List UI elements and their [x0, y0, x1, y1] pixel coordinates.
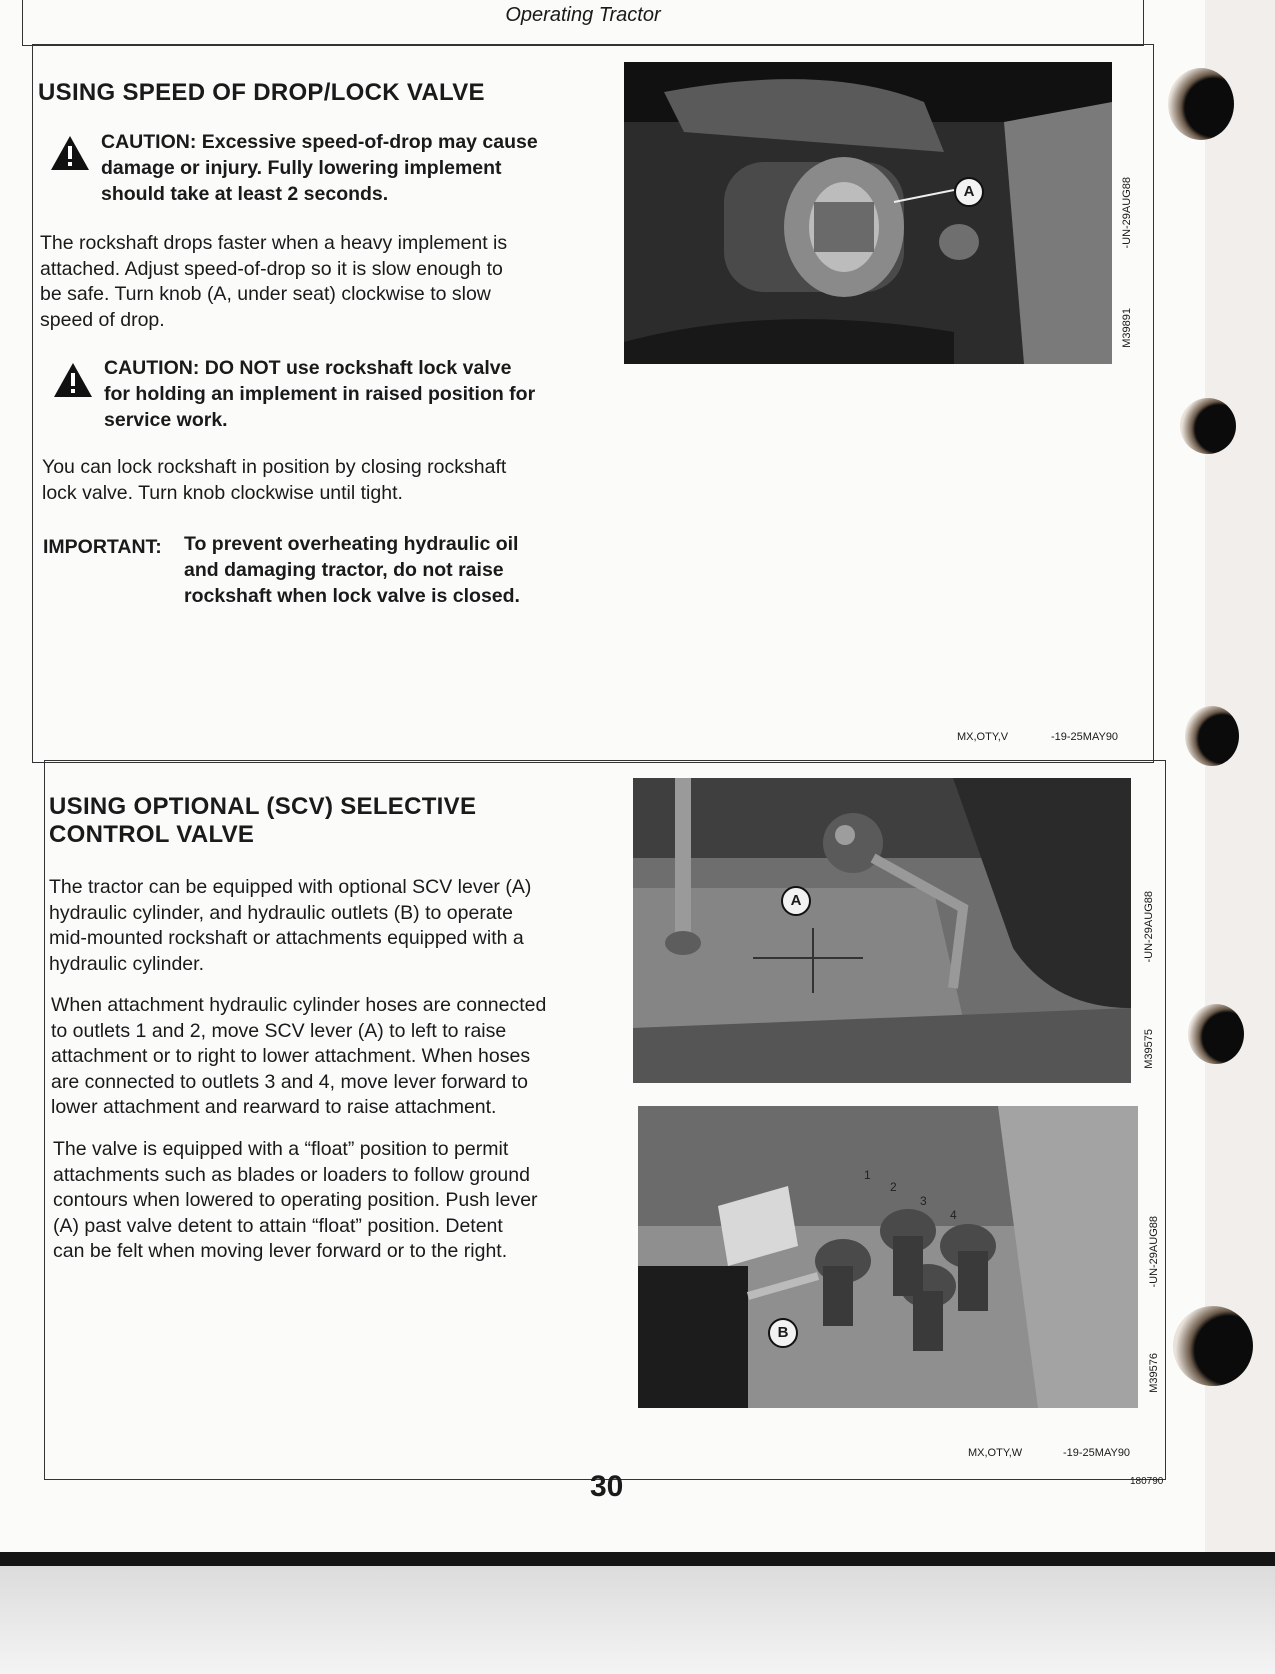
binder-hole — [1168, 68, 1234, 140]
paragraph-float-position: The valve is equipped with a “float” position to permit attachments such as blades or loaders to follow ground contours when lowered to operating position. Push lever (A) past valve detent to attain “float” position. Detent can be felt when moving lever forward or to the right. — [53, 1138, 538, 1262]
page-number: 30 — [590, 1470, 624, 1503]
warning-icon — [53, 362, 93, 398]
photo-id-bottom: M39575 — [1143, 1029, 1155, 1069]
print-code: 180790 — [1130, 1476, 1164, 1487]
photo-id-top: -UN-29AUG88 — [1143, 891, 1155, 963]
background-area — [0, 1566, 1275, 1674]
photo-speed-of-drop-knob — [624, 62, 1112, 364]
paragraph-scv-outlets: When attachment hydraulic cylinder hoses are connected to outlets 1 and 2, move SCV lever (A) to left to raise attachment or to right to lower attachment. When hoses are connected to outlets 3 and 4, move lever forward to lower attachment and rearward to raise attachment. — [51, 994, 547, 1118]
running-head-box — [22, 0, 1144, 46]
photo-illustration — [633, 778, 1131, 1083]
outlet-number: 2 — [890, 1180, 897, 1194]
outlet-number: 1 — [864, 1168, 871, 1182]
section-scv-valve — [44, 760, 1166, 1480]
photo-id-top: -UN-29AUG88 — [1148, 1216, 1160, 1288]
important-label: IMPORTANT: — [43, 536, 162, 558]
binder-hole — [1180, 398, 1236, 454]
photo-id-top: -UN-29AUG88 — [1121, 177, 1133, 249]
photo-id-bottom: M39891 — [1121, 308, 1133, 348]
section-title: USING SPEED OF DROP/LOCK VALVE — [38, 79, 485, 106]
caution-lock-valve: CAUTION: DO NOT use rockshaft lock valve for holding an implement in raised position for service work. — [104, 357, 536, 431]
paragraph-lock-rockshaft: You can lock rockshaft in position by closing rockshaft lock valve. Turn knob clockwise until tight. — [42, 456, 507, 504]
binder-hole — [1188, 1004, 1244, 1064]
section-title: USING OPTIONAL (SCV) SELECTIVE CONTROL VALVE — [49, 793, 477, 848]
callout-a: A — [954, 177, 984, 207]
doc-date: -19-25MAY90 — [1051, 731, 1119, 743]
photo-illustration — [624, 62, 1112, 364]
warning-icon — [50, 135, 90, 171]
section-speed-of-drop — [32, 44, 1154, 763]
binder-hole — [1173, 1306, 1253, 1386]
outlet-number: 3 — [920, 1194, 927, 1208]
page-bottom-edge — [0, 1552, 1275, 1566]
photo-hydraulic-outlets — [638, 1106, 1138, 1408]
important-text: To prevent overheating hydraulic oil and damaging tractor, do not raise rockshaft when lock valve is closed. — [184, 533, 520, 607]
doc-code: MX,OTY,W — [968, 1447, 1023, 1459]
photo-id-bottom: M39576 — [1148, 1353, 1160, 1393]
outlet-number: 4 — [950, 1208, 957, 1222]
paragraph-drop-speed: The rockshaft drops faster when a heavy implement is attached. Adjust speed-of-drop so it is slow enough to be safe. Turn knob (A, under seat) clockwise to slow speed of drop. — [40, 232, 508, 331]
callout-b: B — [768, 1318, 798, 1348]
paragraph-scv-intro: The tractor can be equipped with optional SCV lever (A) hydraulic cylinder, and hydraulic outlets (B) to operate mid-mounted rockshaft or attachments equipped with a hydraulic cylinder. — [49, 876, 532, 975]
doc-date: -19-25MAY90 — [1063, 1447, 1131, 1459]
caution-speed-of-drop: CAUTION: Excessive speed-of-drop may cause damage or injury. Fully lowering implement should take at least 2 seconds. — [101, 131, 538, 205]
doc-code: MX,OTY,V — [957, 731, 1009, 743]
running-head: Operating Tractor — [505, 4, 661, 26]
photo-illustration — [638, 1106, 1138, 1408]
photo-scv-lever — [633, 778, 1131, 1083]
binder-hole — [1185, 706, 1239, 766]
callout-a: A — [781, 886, 811, 916]
